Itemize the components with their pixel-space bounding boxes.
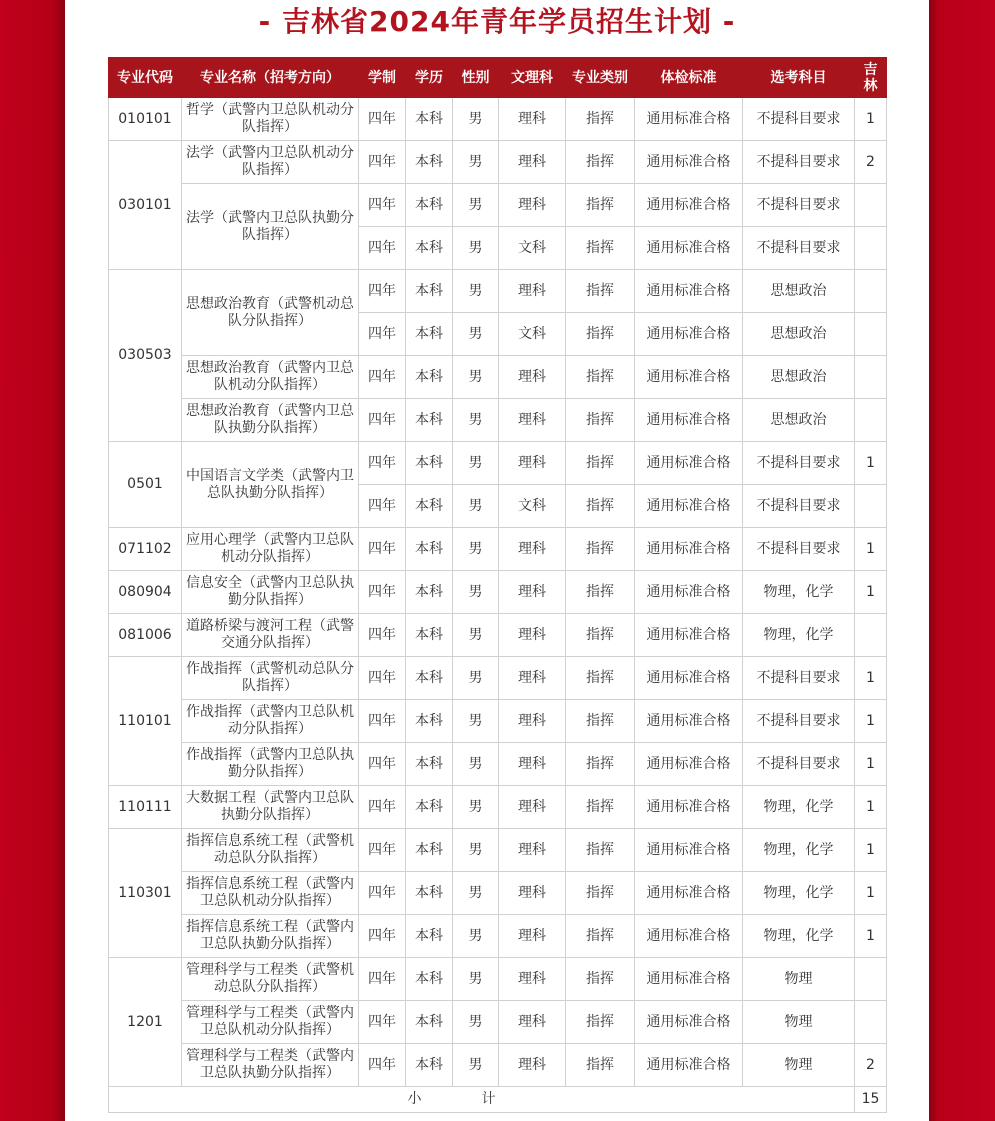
cell-degree: 本科 — [406, 700, 453, 743]
major-code: 110101 — [109, 657, 182, 786]
cell-jilin — [855, 958, 887, 1001]
table-row — [109, 528, 887, 571]
cell-track: 理科 — [499, 958, 566, 1001]
subtotal-value: 15 — [855, 1087, 887, 1113]
cell-category: 指挥 — [566, 657, 635, 700]
cell-degree: 本科 — [406, 614, 453, 657]
cell-category: 指挥 — [566, 872, 635, 915]
cell-category: 指挥 — [566, 98, 635, 141]
cell-degree: 本科 — [406, 356, 453, 399]
cell-track: 理科 — [499, 571, 566, 614]
header-duration: 学制 — [359, 58, 406, 98]
cell-physical: 通用标准合格 — [635, 356, 743, 399]
cell-physical: 通用标准合格 — [635, 528, 743, 571]
cell-category: 指挥 — [566, 227, 635, 270]
cell-track: 理科 — [499, 356, 566, 399]
header-name: 专业名称（招考方向） — [182, 58, 359, 98]
cell-category: 指挥 — [566, 571, 635, 614]
cell-degree: 本科 — [406, 915, 453, 958]
cell-physical: 通用标准合格 — [635, 313, 743, 356]
cell-category: 指挥 — [566, 1001, 635, 1044]
cell-jilin: 1 — [855, 872, 887, 915]
cell-category: 指挥 — [566, 829, 635, 872]
cell-subjects: 思想政治 — [743, 399, 855, 442]
major-name: 作战指挥（武警内卫总队执勤分队指挥） — [182, 743, 359, 786]
cell-jilin: 2 — [855, 1044, 887, 1087]
header-physical: 体检标准 — [635, 58, 743, 98]
cell-physical: 通用标准合格 — [635, 829, 743, 872]
cell-jilin — [855, 614, 887, 657]
cell-category: 指挥 — [566, 485, 635, 528]
cell-physical: 通用标准合格 — [635, 485, 743, 528]
cell-track: 文科 — [499, 227, 566, 270]
cell-physical: 通用标准合格 — [635, 1001, 743, 1044]
cell-degree: 本科 — [406, 270, 453, 313]
cell-jilin: 1 — [855, 829, 887, 872]
cell-degree: 本科 — [406, 98, 453, 141]
cell-physical: 通用标准合格 — [635, 270, 743, 313]
major-name: 管理科学与工程类（武警内卫总队机动分队指挥） — [182, 1001, 359, 1044]
table-row — [109, 184, 887, 227]
major-name: 指挥信息系统工程（武警内卫总队执勤分队指挥） — [182, 915, 359, 958]
major-name: 法学（武警内卫总队执勤分队指挥） — [182, 184, 359, 270]
cell-gender: 男 — [453, 571, 499, 614]
cell-subjects: 物理 — [743, 958, 855, 1001]
table-row — [109, 1044, 887, 1087]
cell-jilin — [855, 399, 887, 442]
major-code: 1201 — [109, 958, 182, 1087]
cell-duration: 四年 — [359, 184, 406, 227]
cell-degree: 本科 — [406, 1001, 453, 1044]
header-jilin-label: 吉林 — [863, 61, 878, 94]
major-name: 思想政治教育（武警内卫总队执勤分队指挥） — [182, 399, 359, 442]
header-gender: 性别 — [453, 58, 499, 98]
cell-degree: 本科 — [406, 657, 453, 700]
cell-duration: 四年 — [359, 356, 406, 399]
table-row — [109, 1001, 887, 1044]
major-name: 作战指挥（武警机动总队分队指挥） — [182, 657, 359, 700]
cell-category: 指挥 — [566, 356, 635, 399]
cell-degree: 本科 — [406, 872, 453, 915]
header-jilin — [855, 58, 887, 98]
cell-subjects: 思想政治 — [743, 356, 855, 399]
cell-gender: 男 — [453, 270, 499, 313]
cell-category: 指挥 — [566, 528, 635, 571]
cell-category: 指挥 — [566, 915, 635, 958]
cell-degree: 本科 — [406, 958, 453, 1001]
cell-jilin — [855, 1001, 887, 1044]
cell-jilin: 1 — [855, 657, 887, 700]
cell-physical: 通用标准合格 — [635, 786, 743, 829]
cell-track: 理科 — [499, 270, 566, 313]
cell-subjects: 不提科目要求 — [743, 485, 855, 528]
cell-degree: 本科 — [406, 1044, 453, 1087]
cell-subjects: 不提科目要求 — [743, 700, 855, 743]
table-row — [109, 872, 887, 915]
cell-degree: 本科 — [406, 184, 453, 227]
cell-track: 理科 — [499, 1001, 566, 1044]
table-row — [109, 915, 887, 958]
cell-duration: 四年 — [359, 743, 406, 786]
cell-subjects: 思想政治 — [743, 270, 855, 313]
header-degree: 学历 — [406, 58, 453, 98]
cell-subjects: 思想政治 — [743, 313, 855, 356]
cell-duration: 四年 — [359, 1001, 406, 1044]
cell-gender: 男 — [453, 313, 499, 356]
cell-duration: 四年 — [359, 98, 406, 141]
cell-track: 理科 — [499, 657, 566, 700]
cell-track: 理科 — [499, 98, 566, 141]
table-row — [109, 399, 887, 442]
cell-gender: 男 — [453, 442, 499, 485]
cell-track: 理科 — [499, 872, 566, 915]
cell-gender: 男 — [453, 829, 499, 872]
cell-subjects: 不提科目要求 — [743, 98, 855, 141]
cell-physical: 通用标准合格 — [635, 614, 743, 657]
content-panel — [65, 0, 929, 1121]
cell-category: 指挥 — [566, 743, 635, 786]
major-code: 081006 — [109, 614, 182, 657]
cell-duration: 四年 — [359, 571, 406, 614]
cell-category: 指挥 — [566, 399, 635, 442]
cell-duration: 四年 — [359, 614, 406, 657]
cell-duration: 四年 — [359, 141, 406, 184]
table-row — [109, 141, 887, 184]
major-name: 法学（武警内卫总队机动分队指挥） — [182, 141, 359, 184]
table-row — [109, 614, 887, 657]
cell-degree: 本科 — [406, 313, 453, 356]
table-row — [109, 98, 887, 141]
cell-duration: 四年 — [359, 786, 406, 829]
cell-gender: 男 — [453, 528, 499, 571]
cell-duration: 四年 — [359, 657, 406, 700]
header-code: 专业代码 — [109, 58, 182, 98]
cell-jilin — [855, 313, 887, 356]
cell-gender: 男 — [453, 399, 499, 442]
header-subjects: 选考科目 — [743, 58, 855, 98]
cell-gender: 男 — [453, 485, 499, 528]
major-name: 大数据工程（武警内卫总队执勤分队指挥） — [182, 786, 359, 829]
cell-jilin: 1 — [855, 442, 887, 485]
cell-jilin: 1 — [855, 571, 887, 614]
cell-subjects: 物理，化学 — [743, 614, 855, 657]
cell-jilin — [855, 485, 887, 528]
major-name: 管理科学与工程类（武警内卫总队执勤分队指挥） — [182, 1044, 359, 1087]
page-title: - 吉林省2024年青年学员招生计划 - — [258, 5, 736, 38]
cell-jilin — [855, 227, 887, 270]
major-name: 道路桥梁与渡河工程（武警交通分队指挥） — [182, 614, 359, 657]
cell-physical: 通用标准合格 — [635, 1044, 743, 1087]
table-row — [109, 786, 887, 829]
cell-subjects: 物理，化学 — [743, 571, 855, 614]
cell-subjects: 物理，化学 — [743, 786, 855, 829]
cell-subjects: 不提科目要求 — [743, 442, 855, 485]
table-row — [109, 700, 887, 743]
cell-gender: 男 — [453, 1001, 499, 1044]
table-body — [109, 98, 887, 1087]
cell-jilin — [855, 184, 887, 227]
cell-jilin: 1 — [855, 915, 887, 958]
cell-track: 理科 — [499, 399, 566, 442]
major-code: 030503 — [109, 270, 182, 442]
cell-gender: 男 — [453, 141, 499, 184]
major-name: 哲学（武警内卫总队机动分队指挥） — [182, 98, 359, 141]
cell-degree: 本科 — [406, 786, 453, 829]
major-code: 010101 — [109, 98, 182, 141]
cell-degree: 本科 — [406, 571, 453, 614]
major-code: 110111 — [109, 786, 182, 829]
cell-physical: 通用标准合格 — [635, 958, 743, 1001]
header-track: 文理科 — [499, 58, 566, 98]
cell-subjects: 不提科目要求 — [743, 528, 855, 571]
cell-physical: 通用标准合格 — [635, 184, 743, 227]
cell-jilin: 1 — [855, 98, 887, 141]
cell-gender: 男 — [453, 958, 499, 1001]
red-border-right — [929, 0, 995, 1121]
cell-physical: 通用标准合格 — [635, 442, 743, 485]
cell-jilin: 2 — [855, 141, 887, 184]
major-name: 思想政治教育（武警机动总队分队指挥） — [182, 270, 359, 356]
cell-gender: 男 — [453, 915, 499, 958]
major-name: 思想政治教育（武警内卫总队机动分队指挥） — [182, 356, 359, 399]
cell-degree: 本科 — [406, 442, 453, 485]
subtotal-row — [109, 1087, 887, 1113]
cell-subjects: 不提科目要求 — [743, 657, 855, 700]
cell-duration: 四年 — [359, 442, 406, 485]
cell-gender: 男 — [453, 872, 499, 915]
cell-category: 指挥 — [566, 786, 635, 829]
cell-duration: 四年 — [359, 485, 406, 528]
table-row — [109, 958, 887, 1001]
cell-gender: 男 — [453, 786, 499, 829]
header-category: 专业类别 — [566, 58, 635, 98]
major-code: 0501 — [109, 442, 182, 528]
subtotal-label: 小计 — [407, 1091, 556, 1107]
cell-degree: 本科 — [406, 485, 453, 528]
cell-gender: 男 — [453, 227, 499, 270]
cell-jilin — [855, 356, 887, 399]
table-row — [109, 571, 887, 614]
table-header-row — [109, 58, 887, 98]
cell-duration: 四年 — [359, 829, 406, 872]
cell-degree: 本科 — [406, 399, 453, 442]
cell-jilin — [855, 270, 887, 313]
cell-subjects: 物理，化学 — [743, 915, 855, 958]
cell-track: 文科 — [499, 313, 566, 356]
cell-duration: 四年 — [359, 700, 406, 743]
table-row — [109, 442, 887, 485]
cell-gender: 男 — [453, 1044, 499, 1087]
cell-subjects: 不提科目要求 — [743, 184, 855, 227]
major-code: 110301 — [109, 829, 182, 958]
major-name: 应用心理学（武警内卫总队机动分队指挥） — [182, 528, 359, 571]
cell-gender: 男 — [453, 98, 499, 141]
major-name: 作战指挥（武警内卫总队机动分队指挥） — [182, 700, 359, 743]
cell-gender: 男 — [453, 614, 499, 657]
subtotal-label-cell — [109, 1087, 855, 1113]
cell-physical: 通用标准合格 — [635, 872, 743, 915]
cell-category: 指挥 — [566, 614, 635, 657]
major-name: 管理科学与工程类（武警机动总队分队指挥） — [182, 958, 359, 1001]
table-row — [109, 743, 887, 786]
major-name: 指挥信息系统工程（武警内卫总队机动分队指挥） — [182, 872, 359, 915]
cell-jilin: 1 — [855, 743, 887, 786]
cell-category: 指挥 — [566, 1044, 635, 1087]
table-row — [109, 657, 887, 700]
cell-category: 指挥 — [566, 141, 635, 184]
cell-physical: 通用标准合格 — [635, 915, 743, 958]
cell-subjects: 不提科目要求 — [743, 141, 855, 184]
cell-subjects: 物理 — [743, 1044, 855, 1087]
cell-track: 理科 — [499, 743, 566, 786]
major-code: 071102 — [109, 528, 182, 571]
cell-subjects: 物理 — [743, 1001, 855, 1044]
cell-jilin: 1 — [855, 700, 887, 743]
cell-degree: 本科 — [406, 743, 453, 786]
cell-category: 指挥 — [566, 313, 635, 356]
cell-degree: 本科 — [406, 141, 453, 184]
cell-subjects: 物理，化学 — [743, 829, 855, 872]
cell-gender: 男 — [453, 657, 499, 700]
cell-duration: 四年 — [359, 915, 406, 958]
red-border-left — [0, 0, 65, 1121]
cell-physical: 通用标准合格 — [635, 98, 743, 141]
cell-category: 指挥 — [566, 700, 635, 743]
cell-track: 理科 — [499, 700, 566, 743]
cell-physical: 通用标准合格 — [635, 227, 743, 270]
cell-duration: 四年 — [359, 872, 406, 915]
major-name: 指挥信息系统工程（武警机动总队分队指挥） — [182, 829, 359, 872]
cell-track: 理科 — [499, 184, 566, 227]
cell-jilin: 1 — [855, 528, 887, 571]
cell-physical: 通用标准合格 — [635, 141, 743, 184]
cell-subjects: 不提科目要求 — [743, 227, 855, 270]
cell-degree: 本科 — [406, 528, 453, 571]
cell-subjects: 不提科目要求 — [743, 743, 855, 786]
cell-degree: 本科 — [406, 227, 453, 270]
cell-track: 理科 — [499, 786, 566, 829]
cell-physical: 通用标准合格 — [635, 743, 743, 786]
cell-gender: 男 — [453, 743, 499, 786]
cell-physical: 通用标准合格 — [635, 571, 743, 614]
cell-duration: 四年 — [359, 1044, 406, 1087]
cell-track: 文科 — [499, 485, 566, 528]
cell-duration: 四年 — [359, 958, 406, 1001]
major-name: 信息安全（武警内卫总队执勤分队指挥） — [182, 571, 359, 614]
cell-duration: 四年 — [359, 528, 406, 571]
cell-track: 理科 — [499, 141, 566, 184]
cell-physical: 通用标准合格 — [635, 657, 743, 700]
cell-category: 指挥 — [566, 184, 635, 227]
cell-track: 理科 — [499, 829, 566, 872]
cell-duration: 四年 — [359, 313, 406, 356]
major-code: 080904 — [109, 571, 182, 614]
cell-jilin: 1 — [855, 786, 887, 829]
cell-duration: 四年 — [359, 399, 406, 442]
cell-track: 理科 — [499, 528, 566, 571]
cell-degree: 本科 — [406, 829, 453, 872]
cell-track: 理科 — [499, 1044, 566, 1087]
cell-category: 指挥 — [566, 958, 635, 1001]
cell-category: 指挥 — [566, 270, 635, 313]
cell-physical: 通用标准合格 — [635, 399, 743, 442]
cell-gender: 男 — [453, 700, 499, 743]
cell-duration: 四年 — [359, 270, 406, 313]
enrollment-plan-table — [108, 57, 887, 1113]
cell-gender: 男 — [453, 184, 499, 227]
major-name: 中国语言文学类（武警内卫总队执勤分队指挥） — [182, 442, 359, 528]
table-row — [109, 270, 887, 313]
cell-subjects: 物理，化学 — [743, 872, 855, 915]
cell-physical: 通用标准合格 — [635, 700, 743, 743]
cell-track: 理科 — [499, 614, 566, 657]
cell-track: 理科 — [499, 442, 566, 485]
cell-duration: 四年 — [359, 227, 406, 270]
cell-track: 理科 — [499, 915, 566, 958]
table-row — [109, 829, 887, 872]
major-code: 030101 — [109, 141, 182, 270]
table-row — [109, 356, 887, 399]
cell-category: 指挥 — [566, 442, 635, 485]
cell-gender: 男 — [453, 356, 499, 399]
